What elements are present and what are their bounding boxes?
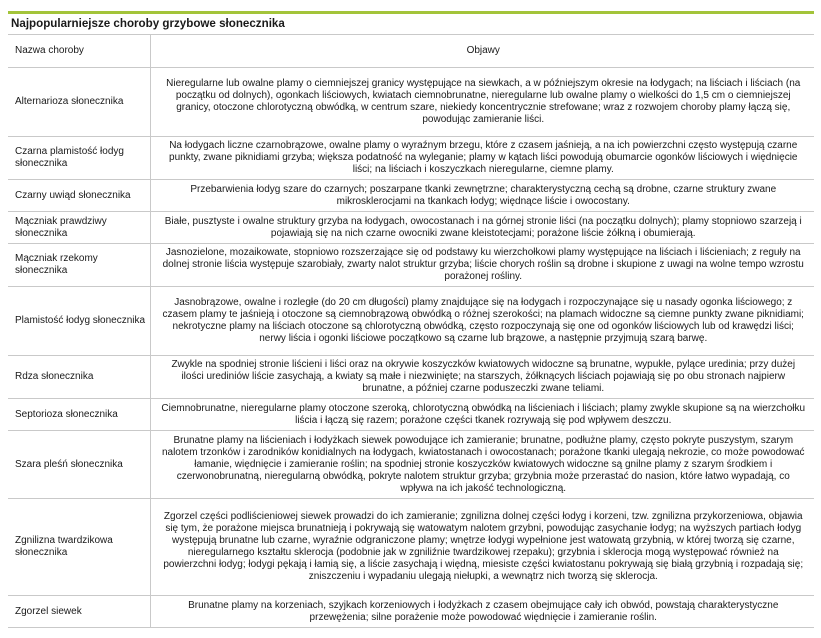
table-row (8, 596, 814, 628)
table-row (8, 499, 814, 596)
disease-name: Mączniak prawdziwy słonecznika (8, 212, 150, 244)
table-row (8, 287, 814, 356)
table-row (8, 431, 814, 499)
disease-table-figure (8, 11, 814, 628)
disease-table (8, 34, 814, 628)
disease-name: Zgorzel siewek (8, 596, 150, 628)
disease-symptoms: Białe, pusztyste i owalne struktury grzyba na łodygach, owocostanach i na górnej stronie liści (na początku dolnych); plamy stopniowo szarzeją i pojawiają się na nich czarne owocniki zwane kleistotecjami; porażone liście żółkną i obumierają. (150, 212, 814, 244)
disease-name: Czarny uwiąd słonecznika (8, 180, 150, 212)
header-disease-name: Nazwa choroby (8, 35, 150, 68)
disease-name: Mączniak rzekomy słonecznika (8, 244, 150, 287)
disease-symptoms: Nieregularne lub owalne plamy o ciemniejszej granicy występujące na siewkach, a w późniejszym okresie na łodygach; na liściach i liściach (na początku od dolnych), ogonkach liściowych, kwiatach ciemnobrunatne, nieregularne lub owalne plamy o wielkości do 1,5 cm o ciemniejszej granicy, otoczone chlorotyczną obwódką, w centrum szare, niekiedy koncentrycznie strefowane; wraz z rozwojem choroby plamy łączą się, powodując zamieranie liści. (150, 68, 814, 137)
disease-symptoms: Zgorzel części podliścieniowej siewek prowadzi do ich zamieranie; zgnilizna dolnej części łodyg i korzeni, tzw. zgnilizna przykorzeniowa, objawia się tym, że porażone miejsca brunatnieją i pokrywają się watowatym nalotem grzybni, powodując zasychanie łodyg; na wyższych partiach łodyg występują brunatne lub czarne, wyraźnie odgraniczone plamy; wnętrze łodygi wypełnione jest watowatą grzybnią, w której tworzą się czarne, nieregularnego kształtu sklerocja (podobnie jak w zgniliźnie twardzikowej rzepaku); grzybnia i sklerocja mogą występować również na powierzchni łodyg; łodygi pękają i łamią się, a liście zasychają i więdną, miesiste części kwiatostanu pokrywają się białą grzybnią i rozpadają się; zniszczeniu i wypadaniu ulegają niełupki, a wewnątrz nich tworzą się sklerocja. (150, 499, 814, 596)
disease-name: Alternarioza słonecznika (8, 68, 150, 137)
table-row (8, 356, 814, 399)
table-title: Najpopularniejsze choroby grzybowe słonecznika (11, 17, 285, 30)
disease-name: Zgnilizna twardzikowa słonecznika (8, 499, 150, 596)
disease-symptoms: Jasnozielone, mozaikowate, stopniowo rozszerzające się od podstawy ku wierzchołkowi plamy występujące na liściach i liścieniach; z reguły na dolnej stronie liścia występuje szarobiały, zwarty nalot struktur grzyba; liście chorych roślin są drobne i skupione z uwagi na wolne tempo wzrostu porażonej rośliny. (150, 244, 814, 287)
table-row (8, 68, 814, 137)
disease-symptoms: Na łodygach liczne czarnobrązowe, owalne plamy o wyraźnym brzegu, które z czasem jaśnieją, a na ich powierzchni często występują czarne punkty, zwane piknidiami grzyba; większa podatność na wyleganie; plamy w kątach liści powodują obumarcie ogonków liściowych i więdnięcie liści; na liściach i koszyczkach nieregularne, ciemne plamy. (150, 137, 814, 180)
table-row (8, 180, 814, 212)
disease-name: Plamistość łodyg słonecznika (8, 287, 150, 356)
disease-name: Czarna plamistość łodyg słonecznika (8, 137, 150, 180)
disease-symptoms: Brunatne plamy na liścieniach i łodyżkach siewek powodujące ich zamieranie; brunatne, podłużne plamy, często pokryte puszystym, szarym nalotem trzonków i zarodników konidialnych na łodygach, kwiatostanach i owocostanach; porażone tkanki ulegają nekrozie, co może powodować łamanie, więdnięcie i zamieranie roślin; na spodniej stronie koszyczków kwiatowych widoczne są gnilne plamy z szarym środkiem i czerwonobrunatną, nieregularną obwódką, pokryte nalotem struktur grzyba; grzybnia może przerastać do nasion, które łatwo wypadają, co wpływa na ich jakość technologiczną. (150, 431, 814, 499)
table-row (8, 137, 814, 180)
disease-name: Szara pleśń słonecznika (8, 431, 150, 499)
disease-symptoms: Zwykle na spodniej stronie liścieni i liści oraz na okrywie koszyczków kwiatowych widoczne są brunatne, wypukłe, pylące uredinia; przy dużej ilości urediniów liście zasychają, a kwiaty są małe i niezwinięte; na starszych, żółknących liściach pojawiają się po obu stronach najpierw brunatne, a później czarne poduszeczki zwane teliami. (150, 356, 814, 399)
disease-symptoms: Jasnobrązowe, owalne i rozległe (do 20 cm długości) plamy znajdujące się na łodygach i rozpoczynające się u nasady ogonka liściowego; z czasem plamy te jaśnieją i otoczone są ciemnobrązową obwódką o różnej szerokości; na plamach widoczne są ciemne punkty zwane piknidiami; nekrotyczne plamy na liściach otoczone są chlorotyczną obwódką, często rozpoczynają się one od ogonków liściowych lub od krawędzi liści; nerwy liścia i ogonki liściowe początkowo są czarne lub brązowe, a następnie przyjmują szarą barwę. (150, 287, 814, 356)
table-row (8, 244, 814, 287)
table-header-row (8, 35, 814, 68)
header-symptoms: Objawy (150, 35, 814, 68)
disease-name: Septorioza słonecznika (8, 399, 150, 431)
disease-symptoms: Brunatne plamy na korzeniach, szyjkach korzeniowych i łodyżkach z czasem obejmujące cały ich obwód, powstają charakterystyczne przewężenia; silne porażenie może powodować więdnięcie i zamieranie roślin. (150, 596, 814, 628)
disease-symptoms: Ciemnobrunatne, nieregularne plamy otoczone szeroką, chlorotyczną obwódką na liścieniach i liściach; plamy zwykle skupione są na wierzchołku liścia i łączą się razem; porażone części tkanek rozrywają się pod wpływem deszczu. (150, 399, 814, 431)
disease-symptoms: Przebarwienia łodyg szare do czarnych; poszarpane tkanki zewnętrzne; charakterystyczną cechą są drobne, czarne struktury zwane mikrosklerocjami na tkankach łodyg; więdnące liście i owocostany. (150, 180, 814, 212)
table-row (8, 212, 814, 244)
table-row (8, 399, 814, 431)
disease-name: Rdza słonecznika (8, 356, 150, 399)
